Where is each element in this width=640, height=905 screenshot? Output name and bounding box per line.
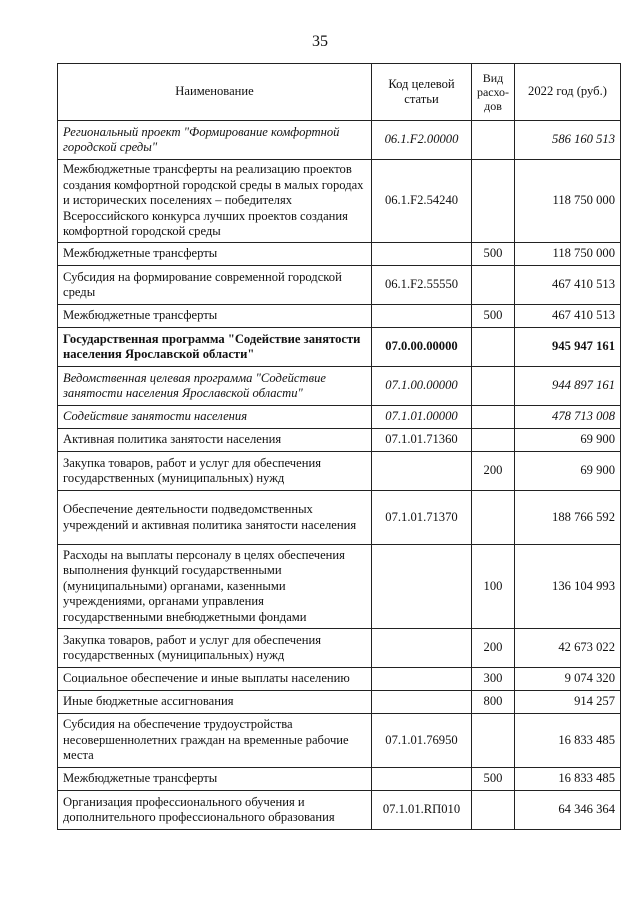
row-code-cell (372, 243, 472, 266)
table-row (58, 714, 621, 768)
row-name-cell: Межбюджетные трансферты (58, 305, 372, 328)
row-name-cell: Расходы на выплаты персоналу в целях обеспечения выполнения функций государственными (муниципальными) органами, казенными учреждениями, органами управления государственными внебюджетными фондами (58, 545, 372, 629)
row-code-cell: 07.0.00.00000 (372, 328, 472, 367)
row-expense-type-cell (472, 429, 515, 452)
table-row (58, 406, 621, 429)
column-header-name: Наименование (58, 64, 372, 121)
row-amount-cell: 467 410 513 (515, 305, 621, 328)
table-row (58, 668, 621, 691)
row-code-cell (372, 545, 472, 629)
row-code-cell: 07.1.01.71360 (372, 429, 472, 452)
row-code-cell: 07.1.01.00000 (372, 406, 472, 429)
row-amount-cell: 118 750 000 (515, 160, 621, 243)
row-amount-cell: 9 074 320 (515, 668, 621, 691)
row-expense-type-cell (472, 266, 515, 305)
row-expense-type-cell (472, 121, 515, 160)
row-expense-type-cell (472, 406, 515, 429)
table-row (58, 429, 621, 452)
row-amount-cell: 586 160 513 (515, 121, 621, 160)
table-row (58, 545, 621, 629)
row-amount-cell: 914 257 (515, 691, 621, 714)
column-header-code: Код целевой статьи (372, 64, 472, 121)
row-expense-type-cell: 500 (472, 243, 515, 266)
row-name-cell: Закупка товаров, работ и услуг для обеспечения государственных (муниципальных) нужд (58, 629, 372, 668)
table-row (58, 452, 621, 491)
row-name-cell: Субсидия на формирование современной городской среды (58, 266, 372, 305)
table-row (58, 629, 621, 668)
row-name-cell: Обеспечение деятельности подведомственных учреждений и активная политика занятости населения (58, 491, 372, 545)
row-amount-cell: 64 346 364 (515, 791, 621, 830)
row-expense-type-cell: 200 (472, 452, 515, 491)
row-code-cell (372, 629, 472, 668)
row-code-cell: 07.1.01.RП010 (372, 791, 472, 830)
row-name-cell: Активная политика занятости населения (58, 429, 372, 452)
row-name-cell: Содействие занятости населения (58, 406, 372, 429)
row-code-cell: 06.1.F2.55550 (372, 266, 472, 305)
budget-table (57, 63, 621, 830)
row-expense-type-cell (472, 714, 515, 768)
row-amount-cell: 188 766 592 (515, 491, 621, 545)
row-expense-type-cell: 200 (472, 629, 515, 668)
row-name-cell: Социальное обеспечение и иные выплаты населению (58, 668, 372, 691)
table-header (58, 64, 621, 121)
row-amount-cell: 42 673 022 (515, 629, 621, 668)
row-name-cell: Региональный проект "Формирование комфортной городской среды" (58, 121, 372, 160)
header-row (58, 64, 621, 121)
row-amount-cell: 944 897 161 (515, 367, 621, 406)
row-name-cell: Ведомственная целевая программа "Содействие занятости населения Ярославской области" (58, 367, 372, 406)
row-amount-cell: 136 104 993 (515, 545, 621, 629)
row-expense-type-cell (472, 491, 515, 545)
row-code-cell (372, 452, 472, 491)
row-expense-type-cell (472, 791, 515, 830)
table-row (58, 367, 621, 406)
row-amount-cell: 467 410 513 (515, 266, 621, 305)
row-expense-type-cell: 300 (472, 668, 515, 691)
row-expense-type-cell: 100 (472, 545, 515, 629)
row-amount-cell: 945 947 161 (515, 328, 621, 367)
row-code-cell: 07.1.00.00000 (372, 367, 472, 406)
row-amount-cell: 16 833 485 (515, 714, 621, 768)
table-row (58, 691, 621, 714)
row-expense-type-cell (472, 367, 515, 406)
row-expense-type-cell: 500 (472, 768, 515, 791)
row-expense-type-cell: 800 (472, 691, 515, 714)
row-name-cell: Межбюджетные трансферты (58, 768, 372, 791)
table-row (58, 768, 621, 791)
row-name-cell: Межбюджетные трансферты на реализацию проектов создания комфортной городской среды в малых городах и исторических поселениях – победителях Всероссийского конкурса лучших проектов создания комфортной городской среды (58, 160, 372, 243)
row-name-cell: Закупка товаров, работ и услуг для обеспечения государственных (муниципальных) нужд (58, 452, 372, 491)
row-code-cell: 07.1.01.76950 (372, 714, 472, 768)
row-amount-cell: 478 713 008 (515, 406, 621, 429)
column-header-type: Вид расхо-дов (472, 64, 515, 121)
row-expense-type-cell: 500 (472, 305, 515, 328)
table-body (58, 121, 621, 830)
table-row (58, 328, 621, 367)
table-row (58, 160, 621, 243)
table-row (58, 791, 621, 830)
row-amount-cell: 118 750 000 (515, 243, 621, 266)
row-code-cell: 06.1.F2.54240 (372, 160, 472, 243)
row-code-cell (372, 668, 472, 691)
row-name-cell: Субсидия на обеспечение трудоустройства несовершеннолетних граждан на временные рабочие места (58, 714, 372, 768)
column-header-amount: 2022 год (руб.) (515, 64, 621, 121)
row-code-cell (372, 691, 472, 714)
row-expense-type-cell (472, 328, 515, 367)
row-amount-cell: 16 833 485 (515, 768, 621, 791)
row-name-cell: Иные бюджетные ассигнования (58, 691, 372, 714)
table-row (58, 305, 621, 328)
row-code-cell: 07.1.01.71370 (372, 491, 472, 545)
table-row (58, 121, 621, 160)
row-expense-type-cell (472, 160, 515, 243)
row-code-cell (372, 768, 472, 791)
row-code-cell: 06.1.F2.00000 (372, 121, 472, 160)
row-name-cell: Организация профессионального обучения и дополнительного профессионального образования (58, 791, 372, 830)
table-row (58, 491, 621, 545)
row-code-cell (372, 305, 472, 328)
table-row (58, 266, 621, 305)
table-row (58, 243, 621, 266)
row-name-cell: Межбюджетные трансферты (58, 243, 372, 266)
row-amount-cell: 69 900 (515, 452, 621, 491)
row-amount-cell: 69 900 (515, 429, 621, 452)
page-number: 35 (312, 33, 328, 50)
row-name-cell: Государственная программа "Содействие занятости населения Ярославской области" (58, 328, 372, 367)
